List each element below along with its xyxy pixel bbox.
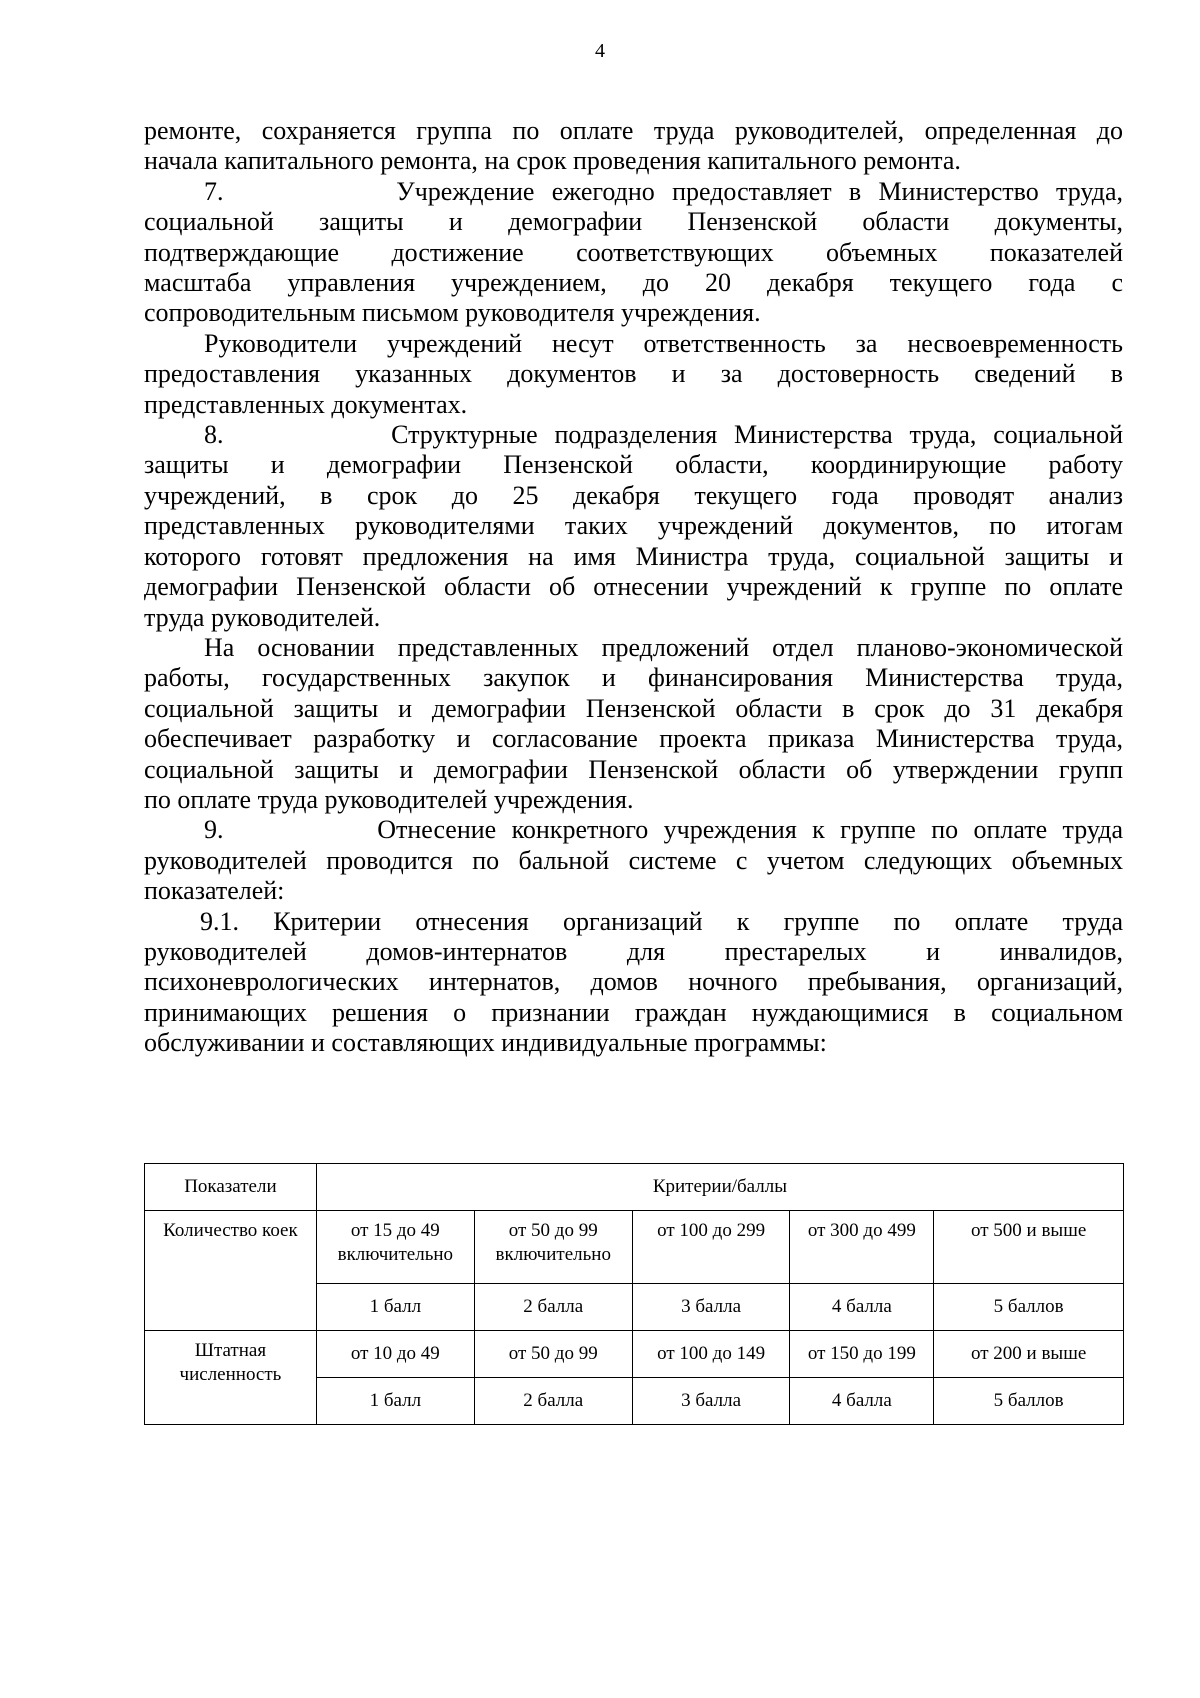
page-number: 4 <box>595 40 605 62</box>
text-line: защиты и демографии Пензенской области, координирующие работу <box>144 450 1123 480</box>
text-line: начала капитального ремонта, на срок проведения капитального ремонта. <box>144 146 961 176</box>
points-cell: 5 баллов <box>934 1378 1124 1425</box>
criteria-cell: от 100 до 299 <box>632 1211 790 1284</box>
paragraph-item-9-1 <box>144 907 1123 1059</box>
criteria-cell: от 15 до 49 включительно <box>316 1211 474 1284</box>
table-row <box>145 1211 1124 1284</box>
text-line: масштаба управления учреждением, до 20 декабря текущего года с <box>144 268 1123 298</box>
paragraph-department <box>144 633 1123 815</box>
text-line: которого готовят предложения на имя Министра труда, социальной защиты и <box>144 541 1123 571</box>
text-line: Руководители учреждений несут ответственность за несвоевременность <box>204 328 1123 358</box>
text-line: подтверждающие достижение соответствующих объемных показателей <box>144 237 1123 267</box>
text-line: сопроводительным письмом руководителя учреждения. <box>144 298 761 328</box>
text-line: социальной защиты и демографии Пензенской области документы, <box>144 207 1123 237</box>
text-line: ремонте, сохраняется группа по оплате труда руководителей, определенная до <box>144 116 1123 145</box>
criteria-cell: от 50 до 99 включительно <box>474 1211 632 1284</box>
row-label: Штатная численность <box>145 1331 317 1425</box>
paragraph-item-8 <box>144 420 1123 633</box>
text-line: 7. Учреждение ежегодно предоставляет в Министерство труда, <box>204 176 1123 206</box>
table-row <box>145 1331 1124 1378</box>
points-cell: 4 балла <box>790 1378 934 1425</box>
criteria-cell: от 150 до 199 <box>790 1331 934 1378</box>
text-line: 8. Структурные подразделения Министерства труда, социальной <box>204 420 1123 450</box>
text-line: принимающих решения о признании граждан нуждающимися в социальном <box>144 997 1123 1027</box>
document-body <box>144 116 1123 1059</box>
text-line: предоставления указанных документов и за достоверность сведений в <box>144 359 1123 389</box>
text-line: демографии Пензенской области об отнесении учреждений к группе по оплате <box>144 572 1123 602</box>
criteria-cell: от 10 до 49 <box>316 1331 474 1378</box>
text-line: На основании представленных предложений отдел планово-экономической <box>204 632 1123 662</box>
header-indicators: Показатели <box>145 1164 317 1211</box>
points-cell: 2 балла <box>474 1284 632 1331</box>
points-cell: 1 балл <box>316 1378 474 1425</box>
text-line: показателей: <box>144 876 285 906</box>
points-cell: 5 баллов <box>934 1284 1124 1331</box>
text-line: руководителей проводится по бальной системе с учетом следующих объемных <box>144 845 1123 875</box>
text-line: обеспечивает разработку и согласование проекта приказа Министерства труда, <box>144 724 1123 754</box>
text-line: 9. Отнесение конкретного учреждения к группе по оплате труда <box>204 815 1123 845</box>
text-line: социальной защиты и демографии Пензенской области об утверждении групп <box>144 754 1123 784</box>
text-line: работы, государственных закупок и финансирования Министерства труда, <box>144 663 1123 693</box>
text-line: руководителей домов-интернатов для престарелых и инвалидов, <box>144 936 1123 966</box>
paragraph-item-9 <box>144 815 1123 906</box>
criteria-table <box>144 1163 1124 1425</box>
criteria-cell: от 300 до 499 <box>790 1211 934 1284</box>
row-label: Количество коек <box>145 1211 317 1331</box>
text-line: представленных руководителями таких учреждений документов, по итогам <box>144 511 1123 541</box>
paragraph-item-7 <box>144 177 1123 329</box>
text-line: 9.1. Критерии отнесения организаций к группе по оплате труда <box>200 906 1123 936</box>
points-cell: 2 балла <box>474 1378 632 1425</box>
criteria-cell: от 500 и выше <box>934 1211 1124 1284</box>
points-cell: 1 балл <box>316 1284 474 1331</box>
paragraph-continuation <box>144 116 1123 177</box>
table-header-row <box>145 1164 1124 1211</box>
text-line: социальной защиты и демографии Пензенской области в срок до 31 декабря <box>144 693 1123 723</box>
points-cell: 4 балла <box>790 1284 934 1331</box>
points-cell: 3 балла <box>632 1284 790 1331</box>
criteria-cell: от 200 и выше <box>934 1331 1124 1378</box>
paragraph-responsibility <box>144 329 1123 420</box>
points-cell: 3 балла <box>632 1378 790 1425</box>
text-line: психоневрологических интернатов, домов ночного пребывания, организаций, <box>144 967 1123 997</box>
text-line: по оплате труда руководителей учреждения. <box>144 784 634 814</box>
text-line: представленных документах. <box>144 389 468 419</box>
text-line: труда руководителей. <box>144 602 381 632</box>
criteria-cell: от 50 до 99 <box>474 1331 632 1378</box>
criteria-cell: от 100 до 149 <box>632 1331 790 1378</box>
text-line: обслуживании и составляющих индивидуальные программы: <box>144 1028 827 1058</box>
header-criteria: Критерии/баллы <box>316 1164 1123 1211</box>
text-line: учреждений, в срок до 25 декабря текущего года проводят анализ <box>144 480 1123 510</box>
